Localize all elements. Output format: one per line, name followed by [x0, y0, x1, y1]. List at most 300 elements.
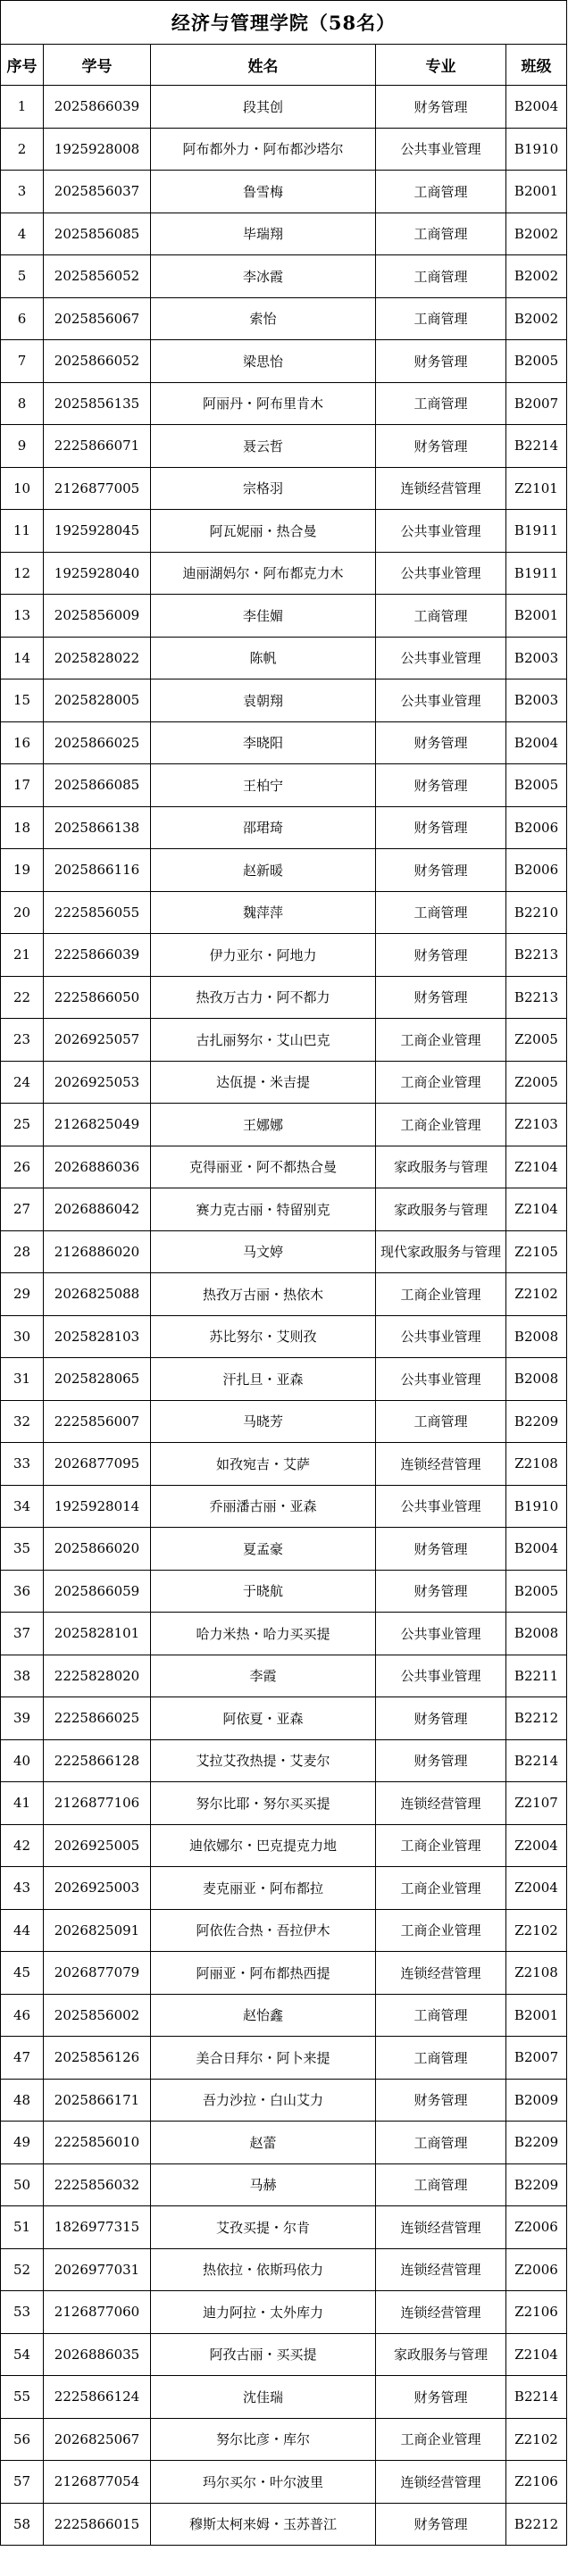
cell-class: B1911 — [506, 552, 567, 595]
cell-index: 6 — [1, 297, 44, 340]
cell-student-id: 2126825049 — [44, 1104, 151, 1146]
table-row — [1, 1443, 567, 1486]
cell-student-id: 2225866128 — [44, 1739, 151, 1782]
cell-class: B2214 — [506, 1739, 567, 1782]
cell-name: 李佳媚 — [151, 595, 376, 638]
cell-index: 29 — [1, 1273, 44, 1316]
cell-major: 财务管理 — [376, 86, 506, 129]
cell-student-id: 2026877095 — [44, 1443, 151, 1486]
cell-class: B2009 — [506, 2079, 567, 2122]
cell-class: B2008 — [506, 1358, 567, 1401]
cell-class: B2006 — [506, 849, 567, 892]
cell-name: 马晓芳 — [151, 1400, 376, 1443]
cell-name: 李霞 — [151, 1655, 376, 1697]
cell-name: 迪丽湖妈尔・阿布都克力木 — [151, 552, 376, 595]
cell-student-id: 2026925053 — [44, 1061, 151, 1104]
cell-index: 41 — [1, 1782, 44, 1825]
cell-major: 财务管理 — [376, 2376, 506, 2419]
table-row — [1, 1782, 567, 1825]
cell-student-id: 2026825067 — [44, 2418, 151, 2461]
cell-major: 连锁经营管理 — [376, 2461, 506, 2504]
cell-major: 现代家政服务与管理 — [376, 1230, 506, 1273]
cell-major: 公共事业管理 — [376, 1485, 506, 1528]
cell-name: 汗扎旦・亚森 — [151, 1358, 376, 1401]
table-row — [1, 2461, 567, 2504]
cell-student-id: 2225856007 — [44, 1400, 151, 1443]
cell-index: 57 — [1, 2461, 44, 2504]
cell-class: Z2102 — [506, 2418, 567, 2461]
cell-student-id: 2025866138 — [44, 806, 151, 849]
cell-major: 工商管理 — [376, 1400, 506, 1443]
cell-major: 工商企业管理 — [376, 1019, 506, 1062]
cell-student-id: 2225828020 — [44, 1655, 151, 1697]
cell-class: B1910 — [506, 128, 567, 171]
cell-major: 连锁经营管理 — [376, 2291, 506, 2334]
table-row — [1, 1528, 567, 1571]
cell-student-id: 1925928008 — [44, 128, 151, 171]
table-row — [1, 171, 567, 213]
cell-major: 工商企业管理 — [376, 2418, 506, 2461]
cell-class: Z2106 — [506, 2461, 567, 2504]
cell-class: B2001 — [506, 1994, 567, 2037]
cell-student-id: 2225866015 — [44, 2503, 151, 2546]
cell-index: 18 — [1, 806, 44, 849]
cell-name: 苏比努尔・艾则孜 — [151, 1315, 376, 1358]
table-row — [1, 2248, 567, 2291]
cell-class: B2209 — [506, 2163, 567, 2206]
cell-student-id: 2126877060 — [44, 2291, 151, 2334]
cell-class: Z2006 — [506, 2248, 567, 2291]
cell-major: 工商管理 — [376, 891, 506, 934]
cell-index: 47 — [1, 2037, 44, 2080]
cell-name: 马赫 — [151, 2163, 376, 2206]
table-row — [1, 1104, 567, 1146]
cell-major: 工商管理 — [376, 171, 506, 213]
cell-index: 21 — [1, 934, 44, 977]
cell-class: Z2102 — [506, 1273, 567, 1316]
cell-major: 工商管理 — [376, 595, 506, 638]
cell-major: 连锁经营管理 — [376, 1782, 506, 1825]
header-index: 序号 — [1, 45, 44, 86]
cell-class: B2004 — [506, 721, 567, 764]
table-row — [1, 425, 567, 468]
cell-student-id: 2025866020 — [44, 1528, 151, 1571]
cell-student-id: 2025828005 — [44, 679, 151, 722]
cell-class: Z2105 — [506, 1230, 567, 1273]
table-row — [1, 1400, 567, 1443]
cell-name: 阿布都外力・阿布都沙塔尔 — [151, 128, 376, 171]
cell-student-id: 2025828022 — [44, 637, 151, 679]
cell-class: Z2106 — [506, 2291, 567, 2334]
cell-name: 阿依夏・亚森 — [151, 1697, 376, 1740]
cell-class: Z2107 — [506, 1782, 567, 1825]
cell-index: 27 — [1, 1188, 44, 1231]
cell-major: 公共事业管理 — [376, 679, 506, 722]
cell-index: 25 — [1, 1104, 44, 1146]
cell-class: Z2104 — [506, 2333, 567, 2376]
cell-student-id: 2126877106 — [44, 1782, 151, 1825]
cell-name: 阿丽丹・阿布里肯木 — [151, 382, 376, 425]
cell-name: 梁思怡 — [151, 340, 376, 383]
cell-major: 财务管理 — [376, 721, 506, 764]
table-row — [1, 2163, 567, 2206]
table-row — [1, 976, 567, 1019]
header-row — [1, 45, 567, 86]
cell-student-id: 2025856052 — [44, 255, 151, 298]
cell-name: 陈帆 — [151, 637, 376, 679]
table-row — [1, 934, 567, 977]
table-row — [1, 1230, 567, 1273]
cell-major: 公共事业管理 — [376, 1655, 506, 1697]
cell-index: 28 — [1, 1230, 44, 1273]
cell-major: 家政服务与管理 — [376, 1188, 506, 1231]
cell-name: 迪力阿拉・太外库力 — [151, 2291, 376, 2334]
cell-student-id: 2225856032 — [44, 2163, 151, 2206]
cell-student-id: 2225856010 — [44, 2122, 151, 2164]
cell-name: 马文婷 — [151, 1230, 376, 1273]
cell-name: 艾孜买提・尔肯 — [151, 2206, 376, 2249]
cell-name: 吾力沙拉・白山艾力 — [151, 2079, 376, 2122]
cell-index: 13 — [1, 595, 44, 638]
cell-index: 26 — [1, 1146, 44, 1188]
cell-class: Z2006 — [506, 2206, 567, 2249]
cell-index: 12 — [1, 552, 44, 595]
cell-student-id: 2026886036 — [44, 1146, 151, 1188]
cell-index: 32 — [1, 1400, 44, 1443]
cell-index: 39 — [1, 1697, 44, 1740]
cell-name: 赵怡鑫 — [151, 1994, 376, 2037]
table-row — [1, 2333, 567, 2376]
cell-major: 公共事业管理 — [376, 128, 506, 171]
table-row — [1, 1994, 567, 2037]
cell-student-id: 2025866171 — [44, 2079, 151, 2122]
cell-class: Z2108 — [506, 1443, 567, 1486]
cell-index: 19 — [1, 849, 44, 892]
table-row — [1, 679, 567, 722]
table-row — [1, 510, 567, 553]
cell-index: 38 — [1, 1655, 44, 1697]
cell-name: 王柏宁 — [151, 764, 376, 807]
cell-major: 工商管理 — [376, 382, 506, 425]
table-row — [1, 1019, 567, 1062]
cell-major: 工商管理 — [376, 213, 506, 255]
table-row — [1, 1909, 567, 1952]
cell-name: 赵新暖 — [151, 849, 376, 892]
table-row — [1, 1485, 567, 1528]
cell-class: B2008 — [506, 1613, 567, 1655]
cell-class: B2003 — [506, 679, 567, 722]
table-row — [1, 297, 567, 340]
cell-major: 财务管理 — [376, 425, 506, 468]
table-row — [1, 467, 567, 510]
cell-major: 财务管理 — [376, 2503, 506, 2546]
cell-name: 古扎丽努尔・艾山巴克 — [151, 1019, 376, 1062]
cell-name: 段其创 — [151, 86, 376, 129]
cell-class: B2001 — [506, 595, 567, 638]
cell-major: 财务管理 — [376, 934, 506, 977]
table-row — [1, 637, 567, 679]
cell-index: 20 — [1, 891, 44, 934]
table-row — [1, 1570, 567, 1613]
cell-class: B2006 — [506, 806, 567, 849]
table-row — [1, 891, 567, 934]
cell-class: B2004 — [506, 86, 567, 129]
table-row — [1, 1655, 567, 1697]
cell-student-id: 2026925003 — [44, 1867, 151, 1910]
cell-major: 财务管理 — [376, 1528, 506, 1571]
cell-name: 热孜万古丽・热依木 — [151, 1273, 376, 1316]
cell-name: 达佤提・米吉提 — [151, 1061, 376, 1104]
cell-student-id: 2126877005 — [44, 467, 151, 510]
cell-class: B2004 — [506, 1528, 567, 1571]
table-row — [1, 764, 567, 807]
cell-index: 22 — [1, 976, 44, 1019]
cell-major: 工商管理 — [376, 2163, 506, 2206]
cell-student-id: 2126877054 — [44, 2461, 151, 2504]
cell-class: B2211 — [506, 1655, 567, 1697]
cell-index: 34 — [1, 1485, 44, 1528]
cell-name: 夏孟豪 — [151, 1528, 376, 1571]
cell-student-id: 2225866124 — [44, 2376, 151, 2419]
cell-class: Z2104 — [506, 1188, 567, 1231]
cell-student-id: 2025856037 — [44, 171, 151, 213]
table-row — [1, 2291, 567, 2334]
cell-index: 30 — [1, 1315, 44, 1358]
cell-index: 58 — [1, 2503, 44, 2546]
cell-index: 45 — [1, 1952, 44, 1995]
cell-class: B2005 — [506, 764, 567, 807]
table-row — [1, 2376, 567, 2419]
cell-class: Z2005 — [506, 1019, 567, 1062]
table-row — [1, 1739, 567, 1782]
cell-class: B2005 — [506, 1570, 567, 1613]
title-row — [1, 1, 567, 45]
table-row — [1, 806, 567, 849]
cell-index: 52 — [1, 2248, 44, 2291]
cell-student-id: 2025856085 — [44, 213, 151, 255]
table-row — [1, 1315, 567, 1358]
cell-index: 5 — [1, 255, 44, 298]
cell-major: 连锁经营管理 — [376, 1443, 506, 1486]
cell-major: 工商企业管理 — [376, 1824, 506, 1867]
cell-index: 1 — [1, 86, 44, 129]
table-row — [1, 2206, 567, 2249]
cell-class: B2214 — [506, 2376, 567, 2419]
cell-student-id: 2025828065 — [44, 1358, 151, 1401]
cell-class: Z2004 — [506, 1824, 567, 1867]
cell-student-id: 2025866059 — [44, 1570, 151, 1613]
cell-index: 15 — [1, 679, 44, 722]
header-major: 专业 — [376, 45, 506, 86]
cell-name: 赵蕾 — [151, 2122, 376, 2164]
table-row — [1, 1273, 567, 1316]
cell-name: 毕瑞翔 — [151, 213, 376, 255]
cell-class: B2001 — [506, 171, 567, 213]
cell-student-id: 2225866071 — [44, 425, 151, 468]
cell-major: 财务管理 — [376, 764, 506, 807]
cell-index: 46 — [1, 1994, 44, 2037]
cell-name: 阿孜古丽・买买提 — [151, 2333, 376, 2376]
table-row — [1, 382, 567, 425]
cell-class: Z2103 — [506, 1104, 567, 1146]
cell-index: 54 — [1, 2333, 44, 2376]
cell-class: B1910 — [506, 1485, 567, 1528]
cell-major: 公共事业管理 — [376, 637, 506, 679]
cell-index: 8 — [1, 382, 44, 425]
cell-index: 31 — [1, 1358, 44, 1401]
table-row — [1, 1188, 567, 1231]
cell-major: 公共事业管理 — [376, 1315, 506, 1358]
cell-class: B2003 — [506, 637, 567, 679]
cell-student-id: 2025866085 — [44, 764, 151, 807]
cell-student-id: 2026877079 — [44, 1952, 151, 1995]
cell-student-id: 2225866025 — [44, 1697, 151, 1740]
cell-name: 努尔比耶・努尔买买提 — [151, 1782, 376, 1825]
cell-index: 24 — [1, 1061, 44, 1104]
cell-index: 49 — [1, 2122, 44, 2164]
cell-major: 工商管理 — [376, 1994, 506, 2037]
cell-major: 工商企业管理 — [376, 1909, 506, 1952]
table-title: 经济与管理学院（58名） — [1, 1, 567, 45]
cell-class: B2007 — [506, 382, 567, 425]
header-class: 班级 — [506, 45, 567, 86]
cell-class: B2212 — [506, 2503, 567, 2546]
cell-major: 财务管理 — [376, 976, 506, 1019]
cell-index: 14 — [1, 637, 44, 679]
cell-major: 财务管理 — [376, 2079, 506, 2122]
cell-major: 公共事业管理 — [376, 1358, 506, 1401]
cell-major: 工商管理 — [376, 255, 506, 298]
cell-student-id: 2126886020 — [44, 1230, 151, 1273]
cell-name: 穆斯太柯来姆・玉苏普江 — [151, 2503, 376, 2546]
table-row — [1, 2079, 567, 2122]
cell-name: 沈佳瑞 — [151, 2376, 376, 2419]
cell-student-id: 2025866039 — [44, 86, 151, 129]
table-row — [1, 1358, 567, 1401]
header-student-id: 学号 — [44, 45, 151, 86]
cell-index: 7 — [1, 340, 44, 383]
table-row — [1, 1613, 567, 1655]
cell-name: 袁朝翔 — [151, 679, 376, 722]
cell-student-id: 2025866052 — [44, 340, 151, 383]
cell-index: 9 — [1, 425, 44, 468]
cell-major: 公共事业管理 — [376, 510, 506, 553]
table-row — [1, 552, 567, 595]
cell-name: 乔丽潘古丽・亚森 — [151, 1485, 376, 1528]
cell-student-id: 2025866116 — [44, 849, 151, 892]
table-row — [1, 849, 567, 892]
cell-major: 家政服务与管理 — [376, 1146, 506, 1188]
cell-student-id: 2026977031 — [44, 2248, 151, 2291]
cell-student-id: 2026825088 — [44, 1273, 151, 1316]
cell-name: 阿丽亚・阿布都热西提 — [151, 1952, 376, 1995]
cell-student-id: 2025856126 — [44, 2037, 151, 2080]
cell-name: 王娜娜 — [151, 1104, 376, 1146]
cell-class: B2212 — [506, 1697, 567, 1740]
cell-index: 43 — [1, 1867, 44, 1910]
cell-index: 48 — [1, 2079, 44, 2122]
cell-class: B2209 — [506, 1400, 567, 1443]
cell-index: 50 — [1, 2163, 44, 2206]
cell-class: Z2108 — [506, 1952, 567, 1995]
table-row — [1, 1146, 567, 1188]
cell-major: 公共事业管理 — [376, 1613, 506, 1655]
cell-name: 热孜万古力・阿不都力 — [151, 976, 376, 1019]
cell-name: 艾拉艾孜热提・艾麦尔 — [151, 1739, 376, 1782]
cell-student-id: 2026925005 — [44, 1824, 151, 1867]
header-name: 姓名 — [151, 45, 376, 86]
cell-student-id: 2025828101 — [44, 1613, 151, 1655]
cell-class: B2005 — [506, 340, 567, 383]
table-body — [1, 86, 567, 2546]
table-row — [1, 2503, 567, 2546]
cell-major: 家政服务与管理 — [376, 2333, 506, 2376]
cell-index: 56 — [1, 2418, 44, 2461]
cell-class: Z2104 — [506, 1146, 567, 1188]
cell-class: Z2101 — [506, 467, 567, 510]
cell-index: 2 — [1, 128, 44, 171]
cell-name: 赛力克古丽・特留别克 — [151, 1188, 376, 1231]
cell-name: 玛尔买尔・叶尔波里 — [151, 2461, 376, 2504]
cell-major: 连锁经营管理 — [376, 2206, 506, 2249]
cell-major: 工商管理 — [376, 2122, 506, 2164]
cell-student-id: 2025866025 — [44, 721, 151, 764]
cell-student-id: 2025828103 — [44, 1315, 151, 1358]
table-row — [1, 128, 567, 171]
cell-index: 11 — [1, 510, 44, 553]
cell-name: 聂云哲 — [151, 425, 376, 468]
cell-index: 3 — [1, 171, 44, 213]
cell-class: B2213 — [506, 976, 567, 1019]
cell-class: B1911 — [506, 510, 567, 553]
cell-student-id: 1826977315 — [44, 2206, 151, 2249]
cell-name: 阿瓦妮丽・热合曼 — [151, 510, 376, 553]
cell-index: 53 — [1, 2291, 44, 2334]
cell-student-id: 2225866050 — [44, 976, 151, 1019]
cell-class: B2002 — [506, 213, 567, 255]
cell-class: Z2005 — [506, 1061, 567, 1104]
cell-name: 伊力亚尔・阿地力 — [151, 934, 376, 977]
cell-index: 55 — [1, 2376, 44, 2419]
cell-index: 35 — [1, 1528, 44, 1571]
table-row — [1, 1952, 567, 1995]
table-row — [1, 255, 567, 298]
table-row — [1, 2122, 567, 2164]
cell-index: 10 — [1, 467, 44, 510]
cell-student-id: 1925928045 — [44, 510, 151, 553]
cell-student-id: 2026886042 — [44, 1188, 151, 1231]
cell-major: 财务管理 — [376, 1739, 506, 1782]
cell-major: 工商管理 — [376, 297, 506, 340]
cell-student-id: 2025856067 — [44, 297, 151, 340]
cell-name: 魏萍萍 — [151, 891, 376, 934]
cell-major: 财务管理 — [376, 1570, 506, 1613]
cell-student-id: 2026886035 — [44, 2333, 151, 2376]
cell-name: 迪依娜尔・巴克提克力地 — [151, 1824, 376, 1867]
table-row — [1, 213, 567, 255]
cell-index: 51 — [1, 2206, 44, 2249]
table-row — [1, 1867, 567, 1910]
cell-name: 宗格羽 — [151, 467, 376, 510]
cell-index: 33 — [1, 1443, 44, 1486]
cell-class: Z2102 — [506, 1909, 567, 1952]
cell-class: B2008 — [506, 1315, 567, 1358]
table-row — [1, 340, 567, 383]
cell-index: 4 — [1, 213, 44, 255]
cell-student-id: 2026825091 — [44, 1909, 151, 1952]
cell-major: 财务管理 — [376, 340, 506, 383]
cell-major: 工商企业管理 — [376, 1273, 506, 1316]
